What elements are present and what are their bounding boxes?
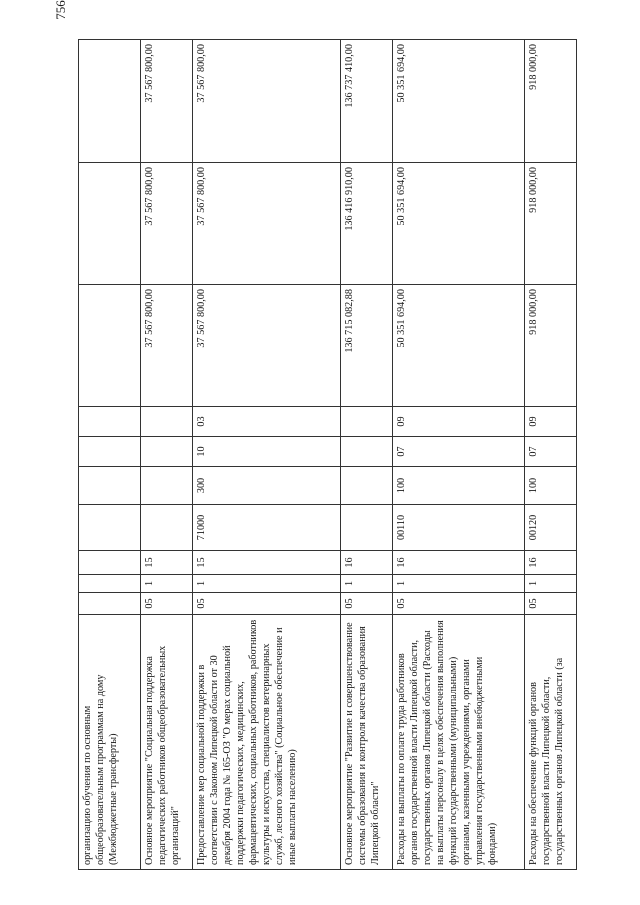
cell-expense-type bbox=[141, 467, 193, 505]
cell-main-event: 16 bbox=[393, 551, 525, 575]
cell-program bbox=[79, 593, 141, 615]
cell-subprogram: 1 bbox=[141, 575, 193, 593]
cell-main-event bbox=[79, 551, 141, 575]
cell-value-3: 136 737 410,00 bbox=[341, 40, 393, 163]
table-row bbox=[141, 40, 193, 870]
cell-subsection: 09 bbox=[525, 407, 577, 437]
cell-expense-type: 100 bbox=[525, 467, 577, 505]
cell-expense-type bbox=[79, 467, 141, 505]
cell-value-1: 136 715 082,88 bbox=[341, 285, 393, 407]
cell-expense-type: 100 bbox=[393, 467, 525, 505]
cell-subprogram: 1 bbox=[525, 575, 577, 593]
cell-subsection bbox=[141, 407, 193, 437]
cell-main-event: 16 bbox=[341, 551, 393, 575]
cell-main-event: 15 bbox=[141, 551, 193, 575]
table-row bbox=[341, 40, 393, 870]
cell-value-2: 37 567 800,00 bbox=[193, 163, 341, 285]
cell-main-event: 15 bbox=[193, 551, 341, 575]
cell-main-event: 16 bbox=[525, 551, 577, 575]
cell-value-3: 37 567 800,00 bbox=[193, 40, 341, 163]
table-row bbox=[79, 40, 141, 870]
cell-section bbox=[141, 437, 193, 467]
cell-direction bbox=[79, 505, 141, 551]
cell-program: 05 bbox=[525, 593, 577, 615]
cell-subsection bbox=[341, 407, 393, 437]
cell-subprogram: 1 bbox=[393, 575, 525, 593]
cell-program: 05 bbox=[341, 593, 393, 615]
budget-table bbox=[78, 39, 577, 870]
cell-program: 05 bbox=[141, 593, 193, 615]
cell-subsection: 03 bbox=[193, 407, 341, 437]
row-name: Основное мероприятие "Развитие и совершенствование системы образования и контроля качества образования Липецкой области" bbox=[341, 615, 393, 870]
cell-value-3: 37 567 800,00 bbox=[141, 40, 193, 163]
rotated-page bbox=[50, 0, 590, 870]
table-row bbox=[393, 40, 525, 870]
cell-direction: 00110 bbox=[393, 505, 525, 551]
cell-direction: 71000 bbox=[193, 505, 341, 551]
cell-value-1: 37 567 800,00 bbox=[141, 285, 193, 407]
cell-value-1: 918 000,00 bbox=[525, 285, 577, 407]
cell-value-1 bbox=[79, 285, 141, 407]
cell-direction bbox=[341, 505, 393, 551]
cell-subprogram: 1 bbox=[341, 575, 393, 593]
cell-value-3: 50 351 694,00 bbox=[393, 40, 525, 163]
table-row bbox=[193, 40, 341, 870]
cell-subprogram: 1 bbox=[193, 575, 341, 593]
cell-expense-type: 300 bbox=[193, 467, 341, 505]
cell-subprogram bbox=[79, 575, 141, 593]
cell-subsection bbox=[79, 407, 141, 437]
cell-value-3: 918 000,00 bbox=[525, 40, 577, 163]
row-name: Основное мероприятие "Социальная поддержка педагогических работников общеобразовательных организаций" bbox=[141, 615, 193, 870]
cell-value-2: 136 416 910,00 bbox=[341, 163, 393, 285]
cell-section: 10 bbox=[193, 437, 341, 467]
cell-subsection: 09 bbox=[393, 407, 525, 437]
cell-expense-type bbox=[341, 467, 393, 505]
cell-section bbox=[341, 437, 393, 467]
cell-section bbox=[79, 437, 141, 467]
cell-value-2: 918 000,00 bbox=[525, 163, 577, 285]
row-name: организацию обучения по основным общеобразовательным программам на дому (Межбюджетные трансферты) bbox=[79, 615, 141, 870]
table-row bbox=[525, 40, 577, 870]
cell-section: 07 bbox=[393, 437, 525, 467]
cell-value-3 bbox=[79, 40, 141, 163]
page-number: 756 bbox=[53, 0, 68, 20]
cell-value-2: 37 567 800,00 bbox=[141, 163, 193, 285]
cell-value-2 bbox=[79, 163, 141, 285]
cell-value-1: 37 567 800,00 bbox=[193, 285, 341, 407]
cell-program: 05 bbox=[393, 593, 525, 615]
cell-section: 07 bbox=[525, 437, 577, 467]
row-name: Расходы на выплаты по оплате труда работников органов государственной власти Липецкой области, государственных органов Липецкой области (Расходы на выплаты персоналу в целях обеспечения выполнения функций государственными (муниципальными) органами, казенными учреждениями, органами управления государственными внебюджетными фондами) bbox=[393, 615, 525, 870]
cell-value-1: 50 351 694,00 bbox=[393, 285, 525, 407]
cell-direction: 00120 bbox=[525, 505, 577, 551]
row-name: Предоставление мер социальной поддержки в соответствии с Законом Липецкой области от 30 декабря 2004 года № 165-ОЗ "О мерах социальной поддержки педагогических, медицинских, фармацевтических, социальных работников, работников культуры и искусства, специалистов ветеринарных служб, лесного хозяйства" (Социальное обеспечение и иные выплаты населению) bbox=[193, 615, 341, 870]
row-name: Расходы на обеспечение функций органов государственной власти Липецкой области, государственных органов Липецкой области (за bbox=[525, 615, 577, 870]
cell-value-2: 50 351 694,00 bbox=[393, 163, 525, 285]
cell-direction bbox=[141, 505, 193, 551]
cell-program: 05 bbox=[193, 593, 341, 615]
